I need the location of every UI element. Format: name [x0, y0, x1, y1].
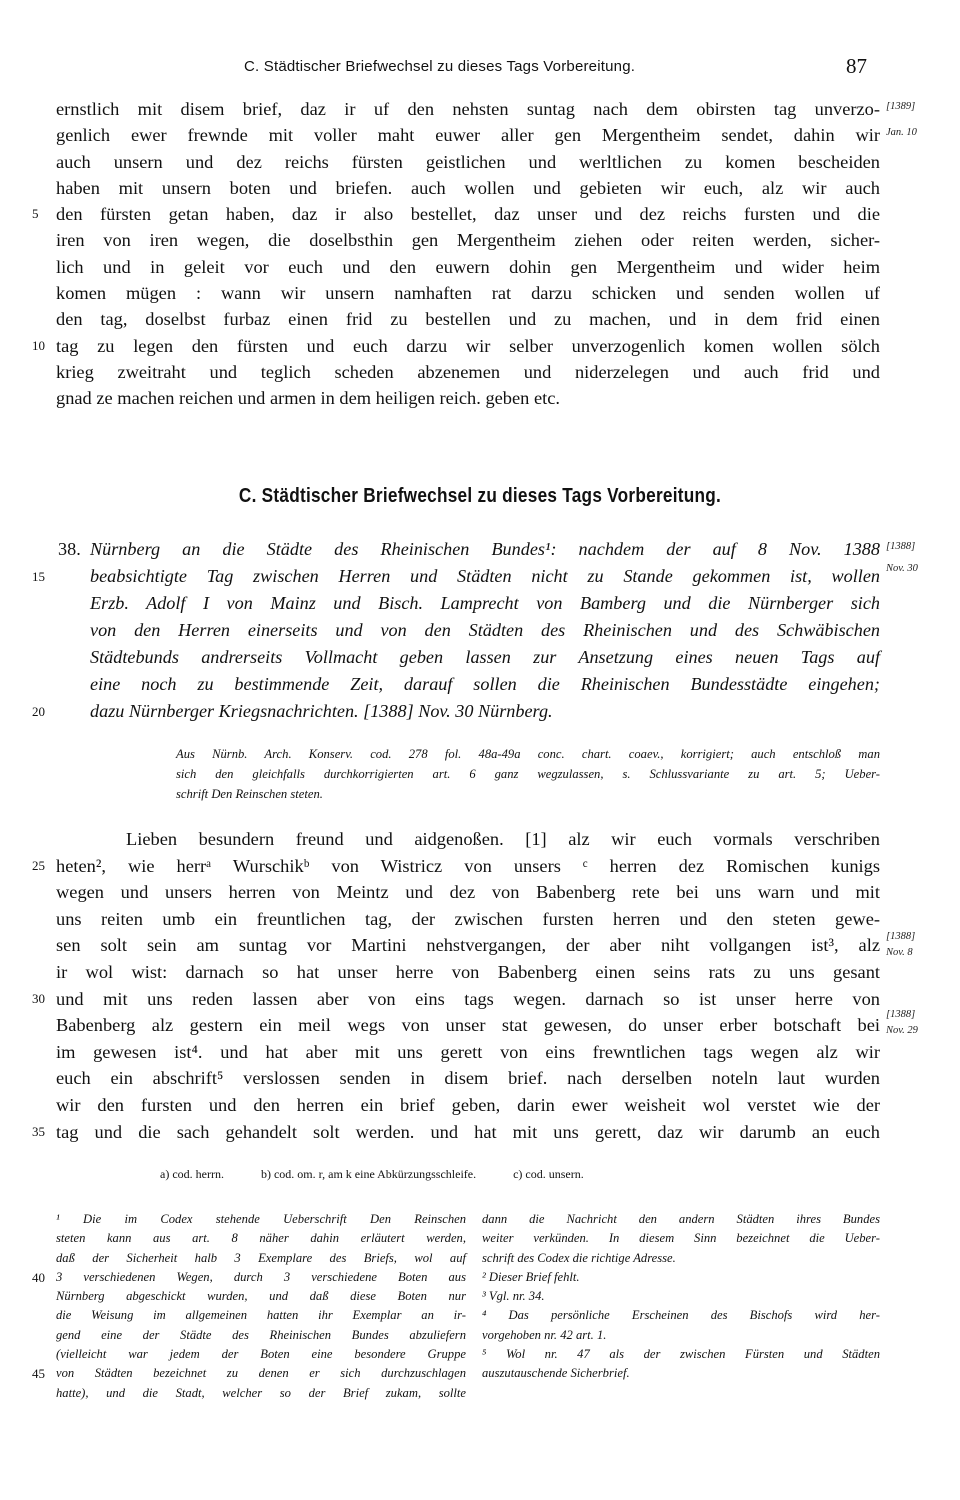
line-number: 5: [32, 206, 39, 222]
running-title: C. Städtischer Briefwechsel zu dieses Tags Vorbereitung.: [244, 58, 636, 75]
text-line: 35 tag und die sach gehandelt solt werden. und hat mit uns gerett, daz wir darumb an euch: [56, 1119, 880, 1146]
footnote-line: hatte), und die Stadt, welcher so der Brief zukam, sollte: [56, 1385, 466, 1400]
margin-date-year: [1388]: [886, 931, 916, 942]
line-number: 45: [32, 1366, 45, 1382]
text-line: wegen und unsers herren von Meintz und dez von Babenberg rete bei uns warn und mit: [56, 882, 880, 903]
text-line: Erzb. Adolf I von Mainz und Bisch. Lamprecht von Bamberg und die Nürnberger sich: [90, 593, 880, 613]
footnote-line: auszutauschende Sicherbrief.: [482, 1366, 630, 1381]
margin-date-day: Nov. 8: [886, 947, 913, 958]
text-line: wir den fursten und den herren ein brief geben, darin ewer weisheit wol verstet wie der: [56, 1094, 880, 1115]
line-number: 40: [32, 1269, 45, 1285]
margin-date-year: [1388]: [886, 1009, 916, 1020]
critical-apparatus: [160, 1167, 760, 1182]
text-line: auch unsern und dez reichs fürsten geistlichen und werltlichen zu komen bescheiden: [56, 151, 880, 172]
text-line: ernstlich mit disem brief, daz ir uf den nehsten suntag nach dem obirsten tag unverzo-: [56, 99, 880, 119]
text-line: komen mügen : wann wir unsern namhaften rat darzu schicken und senden wollen uf: [56, 283, 880, 304]
text-line: sen solt sein am suntag vor Martini nehstvergangen, der aber niht vollgangen ist³, alz: [56, 935, 880, 956]
footnotes-right: [482, 1210, 880, 1384]
text-line: von den Herren einerseits und von den Städten des Rheinischen und des Schwäbischen: [90, 620, 880, 640]
footnote-line: vorgehoben nr. 42 art. 1.: [482, 1327, 607, 1342]
text-line: eine noch zu bestimmende Zeit, darauf sollen die Rheinischen Bundesstädte eingehen;: [90, 674, 880, 694]
text-line: schrift Den Reinschen steten.: [176, 787, 323, 801]
footnote-line: 45 von Städten bezeichnet zu denen er sich durchzuschlagen: [56, 1364, 466, 1383]
text-line: ir wol wist: darnach so hat unser herre von Babenberg einen seins rats zu uns gesant: [56, 961, 880, 982]
margin-date-day: Nov. 30: [886, 563, 918, 574]
text-line: Babenberg alz gestern ein meil wegs von unser stat gewesen, do unser erber botschaft bei: [56, 1015, 880, 1036]
footnote-line: ³ Vgl. nr. 34.: [482, 1289, 545, 1304]
footnote-line: steten kann aus art. 8 näher dahin erläutert werden,: [56, 1231, 466, 1246]
footnote-line: ⁵ Wol nr. 47 als der zwischen Fürsten und Städten: [482, 1347, 880, 1362]
text-line: Lieben besundern freund und aidgenoßen. [1] alz wir euch vormals verschriben: [126, 829, 880, 849]
section-heading: C. Städtischer Briefwechsel zu dieses Tags Vorbereitung.: [238, 485, 722, 507]
footnote-line: dann die Nachricht den andern Städten ihres Bundes: [482, 1212, 880, 1226]
text-line: Städtebunds andrerseits Vollmacht geben lassen zur Ansetzung eines neuen Tags auf: [90, 647, 880, 667]
text-line: 25 heten², wie herrᵃ Wurschikᵇ von Wistricz von unsers ᶜ herren dez Romischen kunigs: [56, 853, 880, 880]
footnote-line: die Weisung im allgemeinen hatten ihr Exemplar an ir-: [56, 1308, 466, 1323]
line-number: 10: [32, 337, 45, 353]
footnote-line: ⁴ Das persönliche Erscheinen des Bischofs wird her-: [482, 1308, 880, 1323]
apparatus-note: b) cod. om. r, am k eine Abkürzungsschleife.: [260, 1167, 477, 1181]
footnote-line: ¹ Die im Codex stehende Ueberschrift Den Reinschen: [56, 1212, 466, 1226]
line-number: 20: [32, 704, 45, 719]
footnotes-left: [32, 1210, 466, 1403]
footnote-line: (vielleicht war jedem der Boten eine besondere Gruppe: [56, 1347, 466, 1362]
margin-date-day: Jan. 10: [886, 127, 917, 138]
text-line: 38. Nürnberg an die Städte des Rheinischen Bundes¹: nachdem der auf 8 Nov. 1388: [90, 536, 880, 563]
footnote-line: daß der Sicherheit halb 3 Exemplare des Briefs, wol auf: [56, 1250, 466, 1265]
letter-body: [32, 826, 880, 1145]
footnote-line: ² Dieser Brief fehlt.: [482, 1269, 580, 1284]
page-number: 87: [846, 54, 867, 78]
document-number: 38.: [58, 539, 81, 559]
text-line: 15 beabsichtigte Tag zwischen Herren und Städten nicht zu Stande gekommen ist, wollen: [90, 563, 880, 590]
footnote-line: weiter verkünden. In diesem Sinn bezeichnet die Ueber-: [482, 1231, 880, 1246]
line-number: 15: [32, 569, 45, 584]
margin-date-year: [1388]: [886, 541, 916, 552]
running-header: [0, 52, 960, 82]
text-line: 20 dazu Nürnberger Kriegsnachrichten. [1388] Nov. 30 Nürnberg.: [90, 698, 880, 725]
text-line: gnad ze machen reichen und armen in dem heiligen reich. geben etc.: [56, 388, 560, 409]
regest-block: [32, 536, 880, 725]
text-line: genlich ewer frewnde mit voller maht euwer aller gen Mergentheim sendet, dahin wir: [56, 125, 880, 146]
text-line: iren von iren wegen, die doselbsthin gen Mergentheim ziehen oder reiten werden, sicher-: [56, 230, 880, 251]
text-line: den tag, doselbst furbaz einen frid zu bestellen und zu machen, und in dem frid einen: [56, 309, 880, 330]
footnote-line: schrift des Codex die richtige Adresse.: [482, 1250, 676, 1265]
apparatus-note: c) cod. unsern.: [513, 1167, 584, 1181]
text-line: sich den gleichfalls durchkorrigierten art. 6 ganz wegzulassen, s. Schlussvariante zu art. 5; Ueber-: [176, 767, 880, 781]
text-line: 30 und mit uns reden lassen aber von eins tags wegen. darnach so ist unser herre von: [56, 986, 880, 1013]
text-line: Aus Nürnb. Arch. Konserv. cod. 278 fol. 48a-49a conc. chart. coaev., korrigiert; auch entschloß man: [176, 747, 880, 761]
source-note: [176, 744, 880, 804]
text-line: uns reiten umb ein freuntlichen tag, der zwischen fursten herren und den steten gewe-: [56, 908, 880, 929]
margin-date-day: Nov. 29: [886, 1025, 918, 1036]
text-line: im gewesen ist⁴. und hat aber mit uns gerett von eins frewntlichen tags wegen alz wir: [56, 1041, 880, 1062]
margin-date-year: [1389]: [886, 101, 916, 112]
footnote-line: Nürnberg abgeschickt wurden, und daß diese Boten nur: [56, 1289, 466, 1304]
text-line: 10 tag zu legen den fürsten und euch darzu wir selber unverzogenlich komen wollen sölch: [56, 333, 880, 359]
text-line: krieg zweitraht und teglich scheden abzenemen und niderzelegen und auch frid und: [56, 361, 880, 382]
line-number: 35: [32, 1123, 45, 1139]
text-line: 5 den fürsten getan haben, daz ir also bestellet, daz unser und dez reichs fursten und die: [56, 201, 880, 227]
apparatus-note: a) cod. herrn.: [160, 1167, 224, 1181]
line-number: 30: [32, 990, 45, 1006]
text-line: euch ein abschrift⁵ verslossen senden in disem brief. nach derselben noteln laut wurden: [56, 1068, 880, 1089]
top-text-block: [32, 96, 880, 412]
footnote-line: 40 3 verschiedenen Wegen, durch 3 verschiedene Boten aus: [56, 1268, 466, 1287]
text-line: lich und in geleit vor euch und den euwern dohin gen Mergentheim und wider heim: [56, 256, 880, 277]
line-number: 25: [32, 857, 45, 873]
footnote-line: gend eine der Städte des Rheinischen Bundes abzuliefern: [56, 1327, 466, 1342]
text-line: haben mit unsern boten und briefen. auch wollen und gebieten wir euch, alz wir auch: [56, 177, 880, 198]
